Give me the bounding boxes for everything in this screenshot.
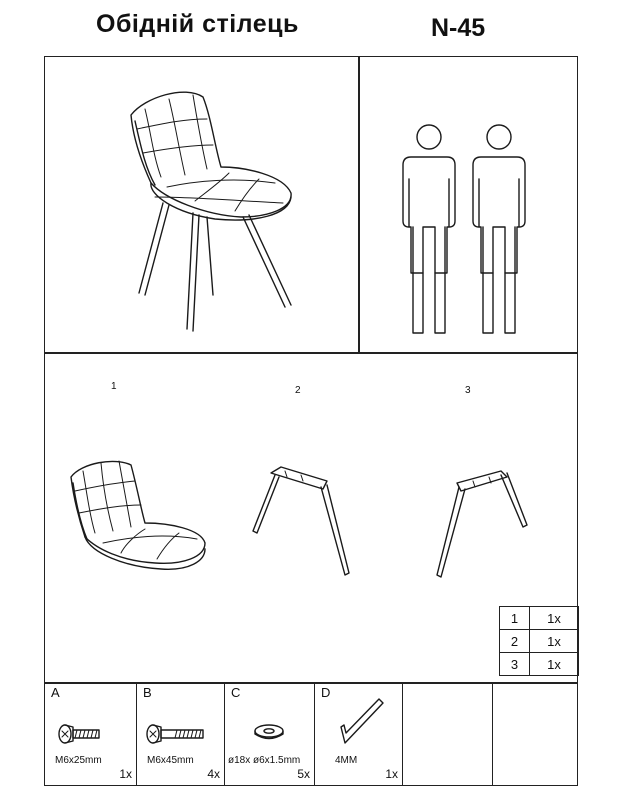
part-d-cell	[315, 683, 403, 785]
empty-cell	[493, 683, 579, 785]
part-letter: A	[51, 685, 60, 700]
chair-overview-panel	[44, 56, 360, 354]
part-spec: ø18x ø6x1.5mm	[228, 755, 301, 766]
hardware-strip	[44, 682, 578, 786]
table-cell-item: 3	[500, 653, 530, 676]
table-cell-qty: 1x	[530, 653, 579, 676]
table-row	[500, 607, 579, 630]
part-qty: 1x	[119, 767, 132, 781]
table-row	[500, 630, 579, 653]
part-qty: 4x	[207, 767, 220, 781]
table-cell-item: 1	[500, 607, 530, 630]
part-qty: 5x	[297, 767, 310, 781]
chair-illustration	[45, 57, 361, 355]
table-row	[500, 653, 579, 676]
table-cell-qty: 1x	[530, 607, 579, 630]
two-people-icon	[359, 57, 579, 355]
document-title: Обідній стілець	[96, 10, 299, 38]
two-person-assembly-panel	[358, 56, 578, 354]
part-letter: C	[231, 685, 241, 700]
model-number: N-45	[431, 14, 486, 42]
step-label-1: 1	[111, 381, 117, 392]
contents-table	[499, 606, 579, 676]
part-c-cell	[225, 683, 315, 785]
components-panel	[44, 352, 578, 684]
part-letter: D	[321, 685, 331, 700]
part-spec: M6x25mm	[55, 755, 102, 766]
part-b-cell	[137, 683, 225, 785]
table-cell-qty: 1x	[530, 630, 579, 653]
part-a-cell	[45, 683, 137, 785]
table-cell-item: 2	[500, 630, 530, 653]
part-spec: 4MM	[335, 755, 358, 766]
part-qty: 1x	[385, 767, 398, 781]
empty-cell	[403, 683, 493, 785]
step-label-3: 3	[465, 385, 471, 396]
part-letter: B	[143, 685, 152, 700]
step-label-2: 2	[295, 385, 301, 396]
part-spec: M6x45mm	[147, 755, 194, 766]
